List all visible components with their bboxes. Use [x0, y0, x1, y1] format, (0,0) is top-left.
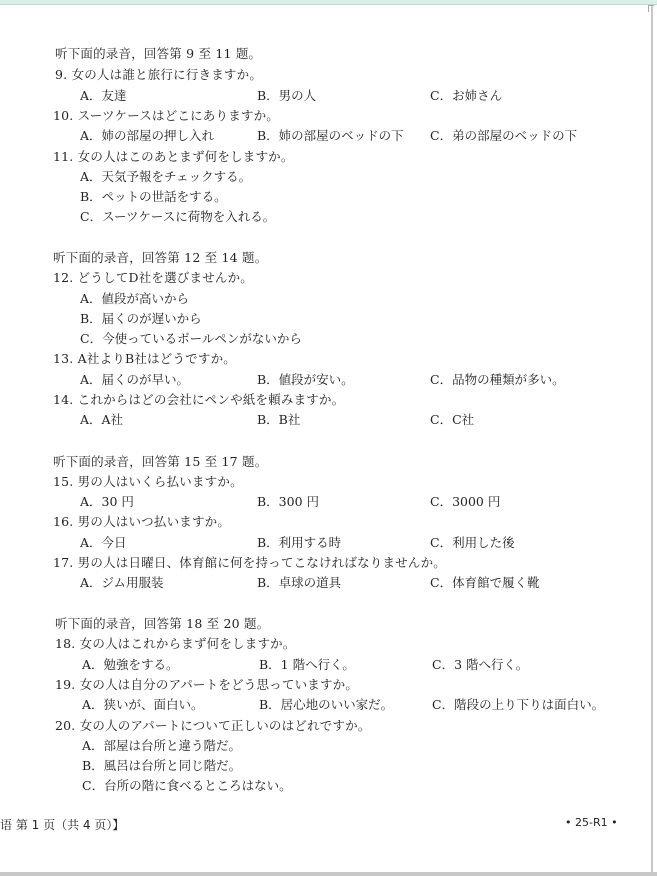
question-text: 男の人はいつ払いますか。 [77, 514, 231, 529]
option-c: C．スーツケースに荷物を入れる。 [80, 209, 276, 224]
question-9 [55, 67, 262, 83]
question-number: 13. [53, 351, 74, 366]
option-b: B．値段が安い。 [257, 372, 354, 387]
question-13 [53, 351, 236, 367]
question-number: 11. [53, 149, 74, 164]
option-c: C．今使っているボールペンがないから [80, 331, 302, 346]
option-a: A．部屋は台所と違う階だ。 [82, 738, 242, 753]
option-c: C．3000 円 [430, 494, 501, 509]
option-a: A．狭いが、面白い。 [82, 697, 204, 712]
page-footer-page-number: 语 第 1 页（共 4 页）】 [0, 818, 125, 832]
option-a: A．30 円 [80, 494, 134, 509]
option-c: C．台所の階に食べるところはない。 [82, 778, 292, 793]
option-b: B．男の人 [257, 88, 317, 103]
option-a: A．値段が高いから [80, 291, 190, 306]
option-a: A．届くのが早い。 [80, 372, 190, 387]
question-text: A社よりB社はどうですか。 [77, 351, 236, 366]
question-19 [55, 677, 358, 693]
page-right-edge [651, 6, 653, 872]
option-a: A．友達 [80, 88, 127, 103]
question-number: 10. [53, 108, 74, 123]
section-instruction: 听下面的录音，回答第 9 至 11 题。 [55, 46, 262, 61]
option-b: B．居心地のいい家だ。 [259, 697, 394, 712]
question-text: 女の人はこのあとまず何をしますか。 [77, 149, 294, 164]
question-number: 16. [53, 514, 74, 529]
option-a: A．姉の部屋の押し入れ [80, 128, 215, 143]
option-c: C．体育館で履く靴 [430, 575, 540, 590]
option-b: B．利用する時 [257, 535, 342, 550]
question-16 [53, 514, 230, 530]
option-c: C．品物の種類が多い。 [430, 372, 565, 387]
question-15 [53, 474, 243, 490]
option-b: B．B社 [257, 412, 301, 427]
question-number: 17. [53, 555, 74, 570]
question-number: 9. [55, 67, 68, 82]
option-b: B．風呂は台所と同じ階だ。 [82, 758, 242, 773]
question-17 [53, 555, 446, 571]
option-b: B．姉の部屋のベッドの下 [257, 128, 404, 143]
question-text: 男の人はいくら払いますか。 [77, 474, 243, 489]
question-number: 20. [55, 718, 76, 733]
option-c: C．C社 [430, 412, 475, 427]
question-text: 女の人は誰と旅行に行きますか。 [71, 67, 263, 82]
option-a: A．ジム用服装 [80, 575, 164, 590]
question-11 [53, 149, 294, 165]
question-18 [55, 636, 296, 652]
option-a: A．天気予報をチェックする。 [80, 169, 252, 184]
option-b: B．卓球の道具 [257, 575, 342, 590]
option-c: C．弟の部屋のベッドの下 [430, 128, 578, 143]
question-text: 女の人はこれからまず何をしますか。 [79, 636, 296, 651]
question-number: 19. [55, 677, 76, 692]
question-14 [53, 392, 344, 408]
question-number: 15. [53, 474, 74, 489]
option-b: B．届くのが遅いから [80, 311, 202, 326]
option-c: C．お姉さん [430, 88, 503, 103]
option-c: C．3 階へ行く。 [432, 657, 529, 672]
option-a: A．今日 [80, 535, 127, 550]
question-text: どうしてD社を選びませんか。 [77, 270, 253, 285]
option-c: C．利用した後 [430, 535, 515, 550]
option-b: B．300 円 [257, 494, 320, 509]
question-number: 12. [53, 270, 74, 285]
question-text: これからはどの会社にペンや紙を頼みますか。 [77, 392, 345, 407]
question-10 [53, 108, 279, 124]
option-b: B．ペットの世話をする。 [80, 189, 227, 204]
question-text: スーツケースはどこにありますか。 [77, 108, 279, 123]
question-number: 18. [55, 636, 76, 651]
option-b: B．1 階へ行く。 [259, 657, 355, 672]
option-c: C．階段の上り下りは面白い。 [432, 697, 605, 712]
option-a: A．A社 [80, 412, 124, 427]
section-instruction: 听下面的录音，回答第 12 至 14 题。 [53, 250, 268, 265]
question-text: 男の人は日曜日、体育館に何を持ってこなければなりませんか。 [77, 555, 446, 570]
window-bottom-border [0, 872, 657, 876]
section-instruction: 听下面的录音，回答第 18 至 20 题。 [55, 616, 270, 631]
question-text: 女の人は自分のアパートをどう思っていますか。 [79, 677, 359, 692]
section-instruction: 听下面的录音，回答第 15 至 17 题。 [53, 454, 268, 469]
page-footer-code: • 25-R1 • [565, 816, 618, 829]
question-number: 14. [53, 392, 74, 407]
question-20 [55, 718, 371, 734]
question-12 [53, 270, 253, 286]
question-text: 女の人のアパートについて正しいのはどれですか。 [79, 718, 371, 733]
option-a: A．勉強をする。 [82, 657, 179, 672]
